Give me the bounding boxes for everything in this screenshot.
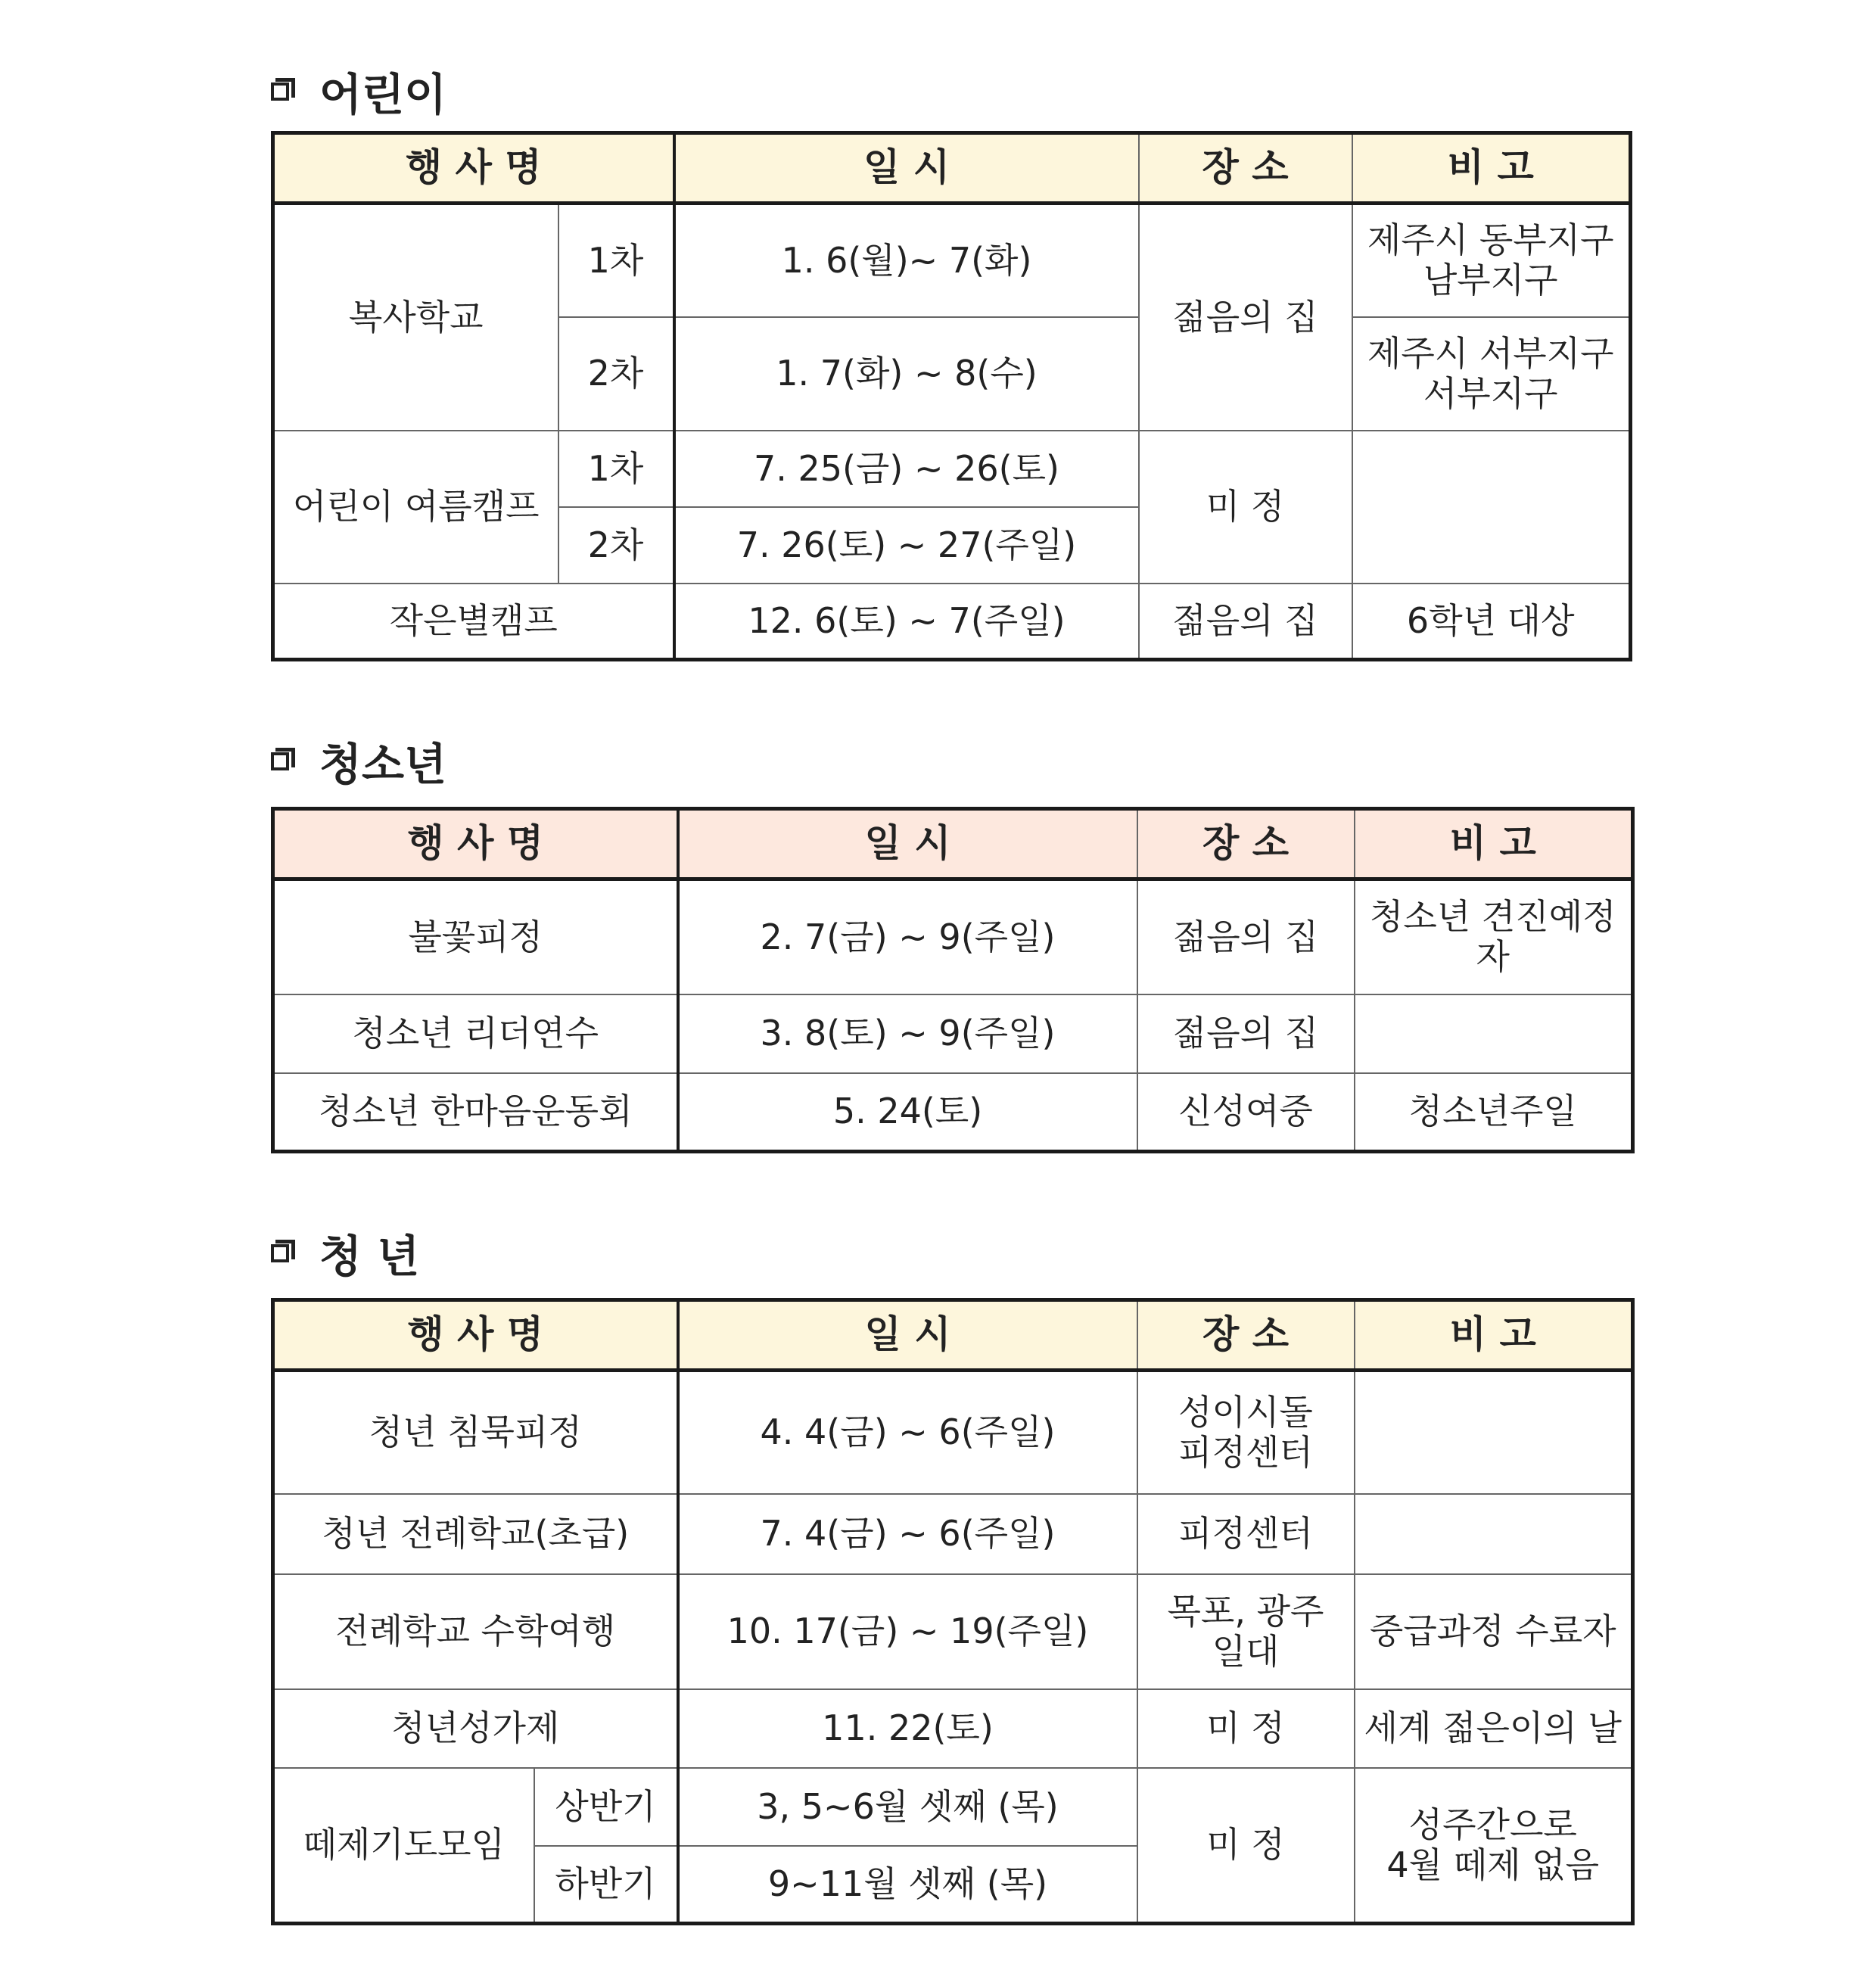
checkbox-square-icon — [271, 79, 294, 102]
table-row — [273, 1768, 1633, 1846]
table-row — [273, 1494, 1633, 1574]
event-name: 청소년 한마음운동회 — [273, 1073, 678, 1152]
event-note — [1352, 431, 1631, 584]
event-name: 청년 침묵피정 — [273, 1371, 678, 1494]
section-title-young-adult — [271, 1222, 419, 1283]
event-note: 세계 젊은이의 날 — [1355, 1689, 1633, 1768]
header-date: 일 시 — [678, 1300, 1137, 1371]
section-title-text: 어린이 — [319, 69, 447, 120]
checkbox-square-icon — [271, 1241, 294, 1264]
event-place: 젊음의 집 — [1137, 879, 1355, 994]
event-note: 성주간으로 4월 떼제 없음 — [1355, 1768, 1633, 1924]
table-row — [273, 1371, 1633, 1494]
event-note: 6학년 대상 — [1352, 584, 1631, 660]
event-name: 작은별캠프 — [273, 584, 674, 660]
event-note: 제주시 동부지구 남부지구 — [1352, 204, 1631, 317]
event-sub: 1차 — [558, 431, 674, 507]
header-place: 장 소 — [1137, 1300, 1355, 1371]
event-date: 9~11월 셋째 (목) — [678, 1846, 1137, 1924]
event-place: 피정센터 — [1137, 1494, 1355, 1574]
event-name: 청년성가제 — [273, 1689, 678, 1768]
section-title-text: 청 년 — [319, 1231, 420, 1282]
event-place: 젊음의 집 — [1137, 994, 1355, 1073]
table-row — [273, 1073, 1633, 1152]
header-date: 일 시 — [674, 133, 1139, 204]
table-header-row — [273, 809, 1633, 879]
event-name: 청년 전례학교(초급) — [273, 1494, 678, 1574]
header-note: 비 고 — [1352, 133, 1631, 204]
event-name: 전례학교 수학여행 — [273, 1574, 678, 1689]
event-note — [1355, 1494, 1633, 1574]
event-note: 중급과정 수료자 — [1355, 1574, 1633, 1689]
event-note: 청소년주일 — [1355, 1073, 1633, 1152]
table-row — [273, 994, 1633, 1073]
event-note: 제주시 서부지구 서부지구 — [1352, 317, 1631, 431]
header-date: 일 시 — [678, 809, 1137, 879]
event-name: 청소년 리더연수 — [273, 994, 678, 1073]
event-date: 10. 17(금) ~ 19(주일) — [678, 1574, 1137, 1689]
event-sub: 1차 — [558, 204, 674, 317]
table-row — [273, 1689, 1633, 1768]
checkbox-square-icon — [271, 749, 294, 772]
table-row — [273, 431, 1631, 507]
header-note: 비 고 — [1355, 1300, 1633, 1371]
header-event-name: 행 사 명 — [273, 133, 674, 204]
youth-schedule-table — [271, 807, 1635, 1153]
header-place: 장 소 — [1139, 133, 1352, 204]
event-date: 7. 26(토) ~ 27(주일) — [674, 507, 1139, 584]
event-place: 미 정 — [1139, 431, 1352, 584]
table-row — [273, 1574, 1633, 1689]
table-header-row — [273, 1300, 1633, 1371]
event-date: 3. 8(토) ~ 9(주일) — [678, 994, 1137, 1073]
children-schedule-table — [271, 131, 1632, 661]
event-sub: 상반기 — [534, 1768, 678, 1846]
event-date: 7. 4(금) ~ 6(주일) — [678, 1494, 1137, 1574]
section-title-text: 청소년 — [319, 739, 447, 790]
event-sub: 하반기 — [534, 1846, 678, 1924]
section-title-youth — [271, 730, 446, 791]
event-place: 젊음의 집 — [1139, 584, 1352, 660]
header-event-name: 행 사 명 — [273, 1300, 678, 1371]
header-event-name: 행 사 명 — [273, 809, 678, 879]
event-note — [1355, 1371, 1633, 1494]
header-place: 장 소 — [1137, 809, 1355, 879]
header-note: 비 고 — [1355, 809, 1633, 879]
section-title-children — [271, 61, 446, 121]
event-date: 1. 7(화) ~ 8(수) — [674, 317, 1139, 431]
event-place: 성이시돌 피정센터 — [1137, 1371, 1355, 1494]
event-place: 미 정 — [1137, 1768, 1355, 1924]
event-date: 3, 5~6월 셋째 (목) — [678, 1768, 1137, 1846]
event-name: 복사학교 — [273, 204, 558, 431]
event-place: 신성여중 — [1137, 1073, 1355, 1152]
event-sub: 2차 — [558, 317, 674, 431]
event-note — [1355, 994, 1633, 1073]
table-row — [273, 204, 1631, 317]
event-date: 5. 24(토) — [678, 1073, 1137, 1152]
event-place: 목포, 광주 일대 — [1137, 1574, 1355, 1689]
event-date: 12. 6(토) ~ 7(주일) — [674, 584, 1139, 660]
young-adult-schedule-table — [271, 1298, 1635, 1925]
event-name: 떼제기도모임 — [273, 1768, 534, 1924]
table-header-row — [273, 133, 1631, 204]
table-row — [273, 584, 1631, 660]
event-date: 1. 6(월)~ 7(화) — [674, 204, 1139, 317]
event-name: 불꽃피정 — [273, 879, 678, 994]
event-name: 어린이 여름캠프 — [273, 431, 558, 584]
event-date: 2. 7(금) ~ 9(주일) — [678, 879, 1137, 994]
event-date: 4. 4(금) ~ 6(주일) — [678, 1371, 1137, 1494]
event-place: 미 정 — [1137, 1689, 1355, 1768]
event-date: 7. 25(금) ~ 26(토) — [674, 431, 1139, 507]
table-row — [273, 879, 1633, 994]
event-sub: 2차 — [558, 507, 674, 584]
event-note: 청소년 견진예정자 — [1355, 879, 1633, 994]
event-date: 11. 22(토) — [678, 1689, 1137, 1768]
event-place: 젊음의 집 — [1139, 204, 1352, 431]
